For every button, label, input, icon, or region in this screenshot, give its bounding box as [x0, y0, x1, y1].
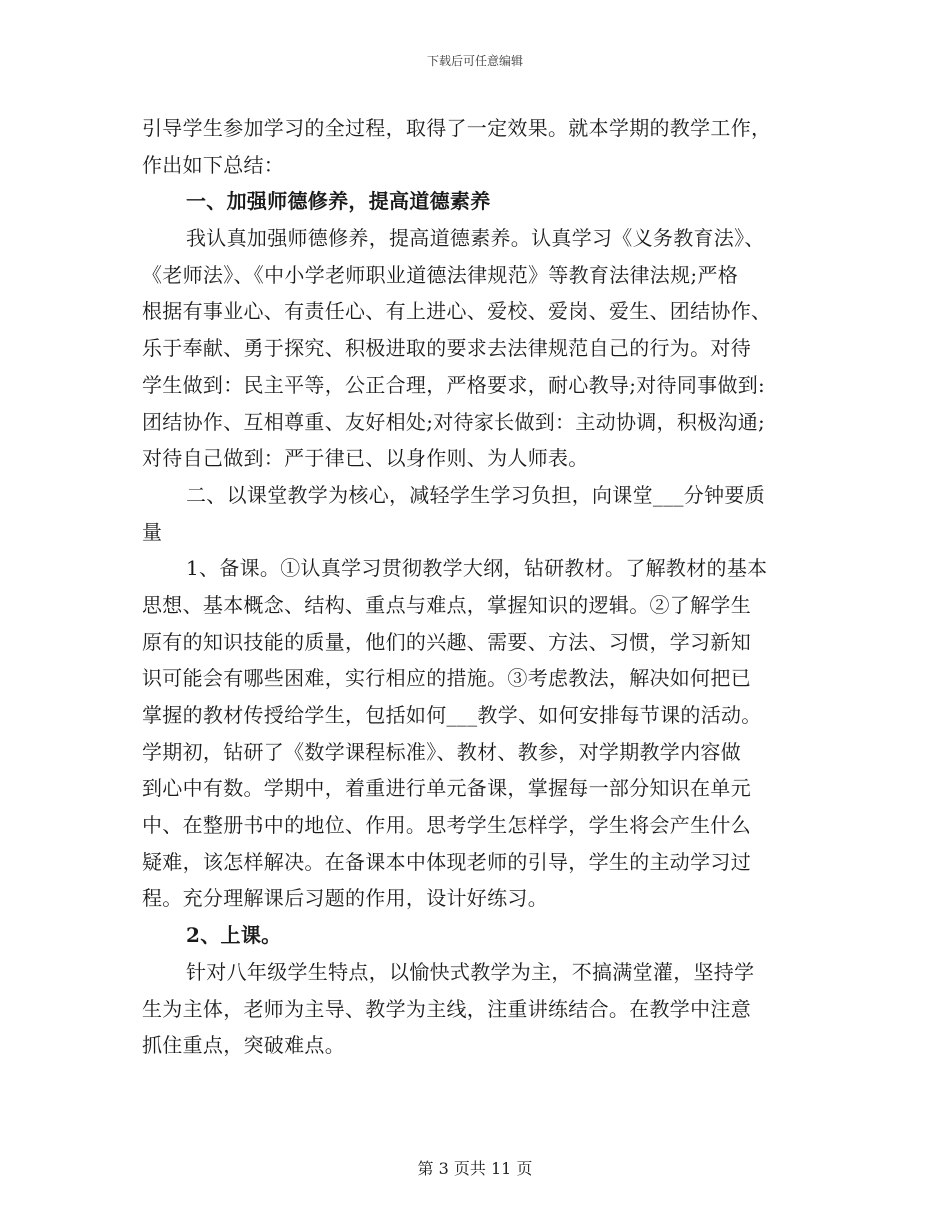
text-line: 1、备课。①认真学习贯彻教学大纲，钻研教材。了解教材的基本 — [186, 556, 768, 581]
text-line: 作出如下总结： — [142, 152, 285, 177]
text-line: 针对八年级学生特点，以愉快式教学为主，不搞满堂灌，坚持学 — [186, 959, 755, 984]
text-line: 二、以课堂教学为核心，减轻学生学习负担，向课堂___分钟要质 — [186, 482, 765, 507]
text-line: 掌握的教材传授给学生，包括如何___教学、如何安排每节课的活动。 — [142, 703, 762, 727]
text-line: 对待自己做到：严于律已、以身作则、为人师表。 — [142, 446, 589, 471]
text-line: 引导学生参加学习的全过程，取得了一定效果。就本学期的教学工作， — [142, 116, 772, 140]
page-number: 第 3 页共 11 页 — [417, 1159, 533, 1178]
text-line: 抓住重点，突破难点。 — [142, 1033, 345, 1058]
document-body — [142, 110, 822, 1064]
section-heading: 一、加强师德修养，提高道德素养 — [186, 189, 491, 214]
text-line: 根据有事业心、有责任心、有上进心、爱校、爱岗、爱生、团结协作、 — [142, 299, 772, 324]
section-heading: 2、上课。 — [186, 923, 282, 948]
text-line: 我认真加强师德修养，提高道德素养。认真学习《义务教育法》、 — [186, 226, 765, 251]
text-line: 生为主体，老师为主导、教学为主线，注重讲练结合。在教学中注意 — [142, 996, 751, 1021]
text-line: 思想、基本概念、结构、重点与难点，掌握知识的逻辑。②了解学生 — [142, 592, 751, 617]
text-line: 识可能会有哪些困难，实行相应的措施。③考虑教法，解决如何把已 — [142, 666, 751, 691]
text-line: 学期初，钻研了《数学课程标准》、教材、教参，对学期教学内容做 — [142, 739, 741, 764]
text-line: 到心中有数。学期中，着重进行单元备课，掌握每一部分知识在单元 — [142, 776, 751, 801]
page-header: 下载后可任意编辑 — [426, 54, 523, 68]
text-line: 程。充分理解课后习题的作用，设计好练习。 — [142, 886, 548, 911]
text-line: 原有的知识技能的质量，他们的兴趣、需要、方法、习惯，学习新知 — [142, 629, 751, 654]
text-line: 乐于奉献、勇于探究、积极进取的要求去法律规范自己的行为。对待 — [142, 336, 751, 361]
text-line: 疑难，该怎样解决。在备课本中体现老师的引导，学生的主动学习过 — [142, 849, 751, 874]
text-line: 《老师法》、《中小学老师职业道德法律规范》等教育法律法规;严格 — [142, 262, 739, 287]
text-line: 量 — [142, 519, 163, 544]
text-line: 中、在整册书中的地位、作用。思考学生怎样学，学生将会产生什么 — [142, 813, 751, 838]
text-line: 学生做到：民主平等，公正合理，严格要求，耐心教导;对待同事做到: — [142, 372, 766, 397]
text-line: 团结协作、互相尊重、友好相处;对待家长做到：主动协调，积极沟通; — [142, 409, 766, 434]
